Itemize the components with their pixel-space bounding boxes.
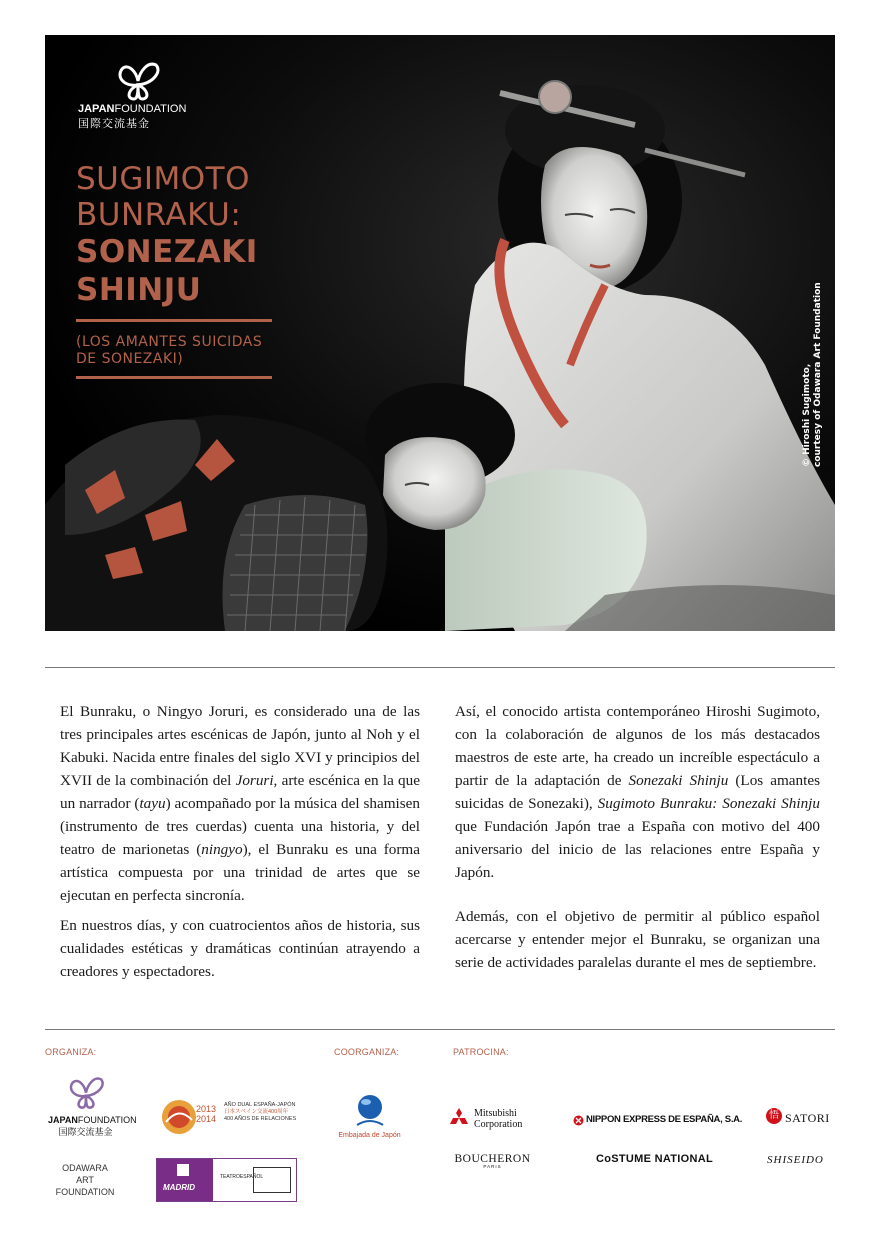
japan-foundation-logo	[78, 57, 188, 131]
logo-name: JAPANFOUNDATION	[78, 103, 187, 115]
sponsor-shiseido: SHISEIDO	[767, 1154, 824, 1166]
title-line-2: BUNRAKU:	[76, 197, 242, 233]
title-line-3: SONEZAKI	[76, 234, 258, 270]
sponsor-japan-foundation: JAPANFOUNDATION 国際交流基金	[48, 1072, 123, 1138]
madrid-block: MADRID	[157, 1159, 213, 1201]
patrocina-label: PATROCINA:	[453, 1047, 509, 1057]
sponsor-boucheron: BOUCHERON PARIS	[454, 1153, 531, 1169]
butterfly-icon	[114, 57, 162, 101]
divider-top	[45, 667, 835, 668]
title-rule	[76, 319, 272, 322]
nippon-express-icon	[573, 1115, 584, 1126]
sponsor-odawara: ODAWARA ART FOUNDATION	[55, 1163, 115, 1197]
photo-credit: © Hiroshi Sugimoto, courtesy of Odawara Art Foundation	[802, 282, 823, 467]
subtitle-rule	[76, 376, 272, 379]
mitsubishi-diamonds-icon	[447, 1108, 471, 1130]
title-line-1: SUGIMOTO	[76, 161, 251, 197]
title-block	[76, 161, 326, 379]
embassy-sphere-icon	[355, 1093, 385, 1129]
coorganiza-label: COORGANIZA:	[334, 1047, 400, 1057]
body-column-left	[60, 700, 420, 990]
hero-image	[45, 35, 835, 631]
theatre-icon	[253, 1167, 291, 1193]
subtitle: (LOS AMANTES SUICIDAS DE SONEZAKI)	[76, 334, 263, 367]
sponsor-madrid-teatro: MADRID TEATROESPAÑOL	[156, 1158, 297, 1202]
sponsor-dual-year: 2013 2014 AÑO DUAL ESPAÑA-JAPÓN 日本スペイン交流400周年 400 AÑOS DE RELACIONES	[160, 1098, 310, 1138]
body-paragraph: En nuestros días, y con cuatrocientos años de historia, sus cualidades estéticas y dramáticas continúan atrayendo a creadores y espectadores.	[60, 917, 420, 980]
title-line-4: SHINJU	[76, 272, 202, 308]
madrid-crest-icon	[177, 1164, 189, 1176]
sponsor-costume-national: CoSTUME NATIONAL	[596, 1153, 714, 1165]
sponsor-mitsubishi: Mitsubishi Corporation	[447, 1106, 537, 1132]
logo-cjk: 国際交流基金	[78, 118, 150, 130]
body-column-right	[455, 700, 820, 981]
organiza-label: ORGANIZA:	[45, 1047, 97, 1057]
body-paragraph: El Bunraku, o Ningyo Joruri, es considerado una de las tres principales artes escénicas de Japón, junto al Noh y el Kabuki. Nacida entre finales del siglo XVI y principios del XVII de la combinación del Joruri, arte escénica en la que un narrador (tayu) acompañado por la música del shamisen (instrumento de tres cuerdas) cuenta una historia, y del teatro de marionetas (ningyo), el Bunraku es una forma artística compuesta por una trinidad de artes que se ejecutan en perfecta sincronía.	[60, 703, 420, 904]
divider-bottom	[45, 1029, 835, 1030]
body-paragraph: Así, el conocido artista contemporáneo Hiroshi Sugimoto, con la colaboración de algunos de los más destacados maestros de este arte, ha creado un increíble espectáculo a partir de la adaptación de Sonezaki Shinju (Los amantes suicidas de Sonezaki), Sugimoto Bunraku: Sonezaki Shinju que Fundación Japón trae a España con motivo del 400 aniversario del inicio de las relaciones entre España y Japón.	[455, 703, 820, 881]
sponsor-embajada: Embajada de Japón	[332, 1093, 407, 1139]
butterfly-icon	[66, 1072, 106, 1110]
dual-year-emblem-icon	[160, 1098, 198, 1136]
satori-mark-icon: 悟	[766, 1108, 782, 1124]
body-paragraph: Además, con el objetivo de permitir al público español acercarse y entender mejor el Bunraku, se organizan una serie de actividades paralelas durante el mes de septiembre.	[455, 908, 820, 971]
